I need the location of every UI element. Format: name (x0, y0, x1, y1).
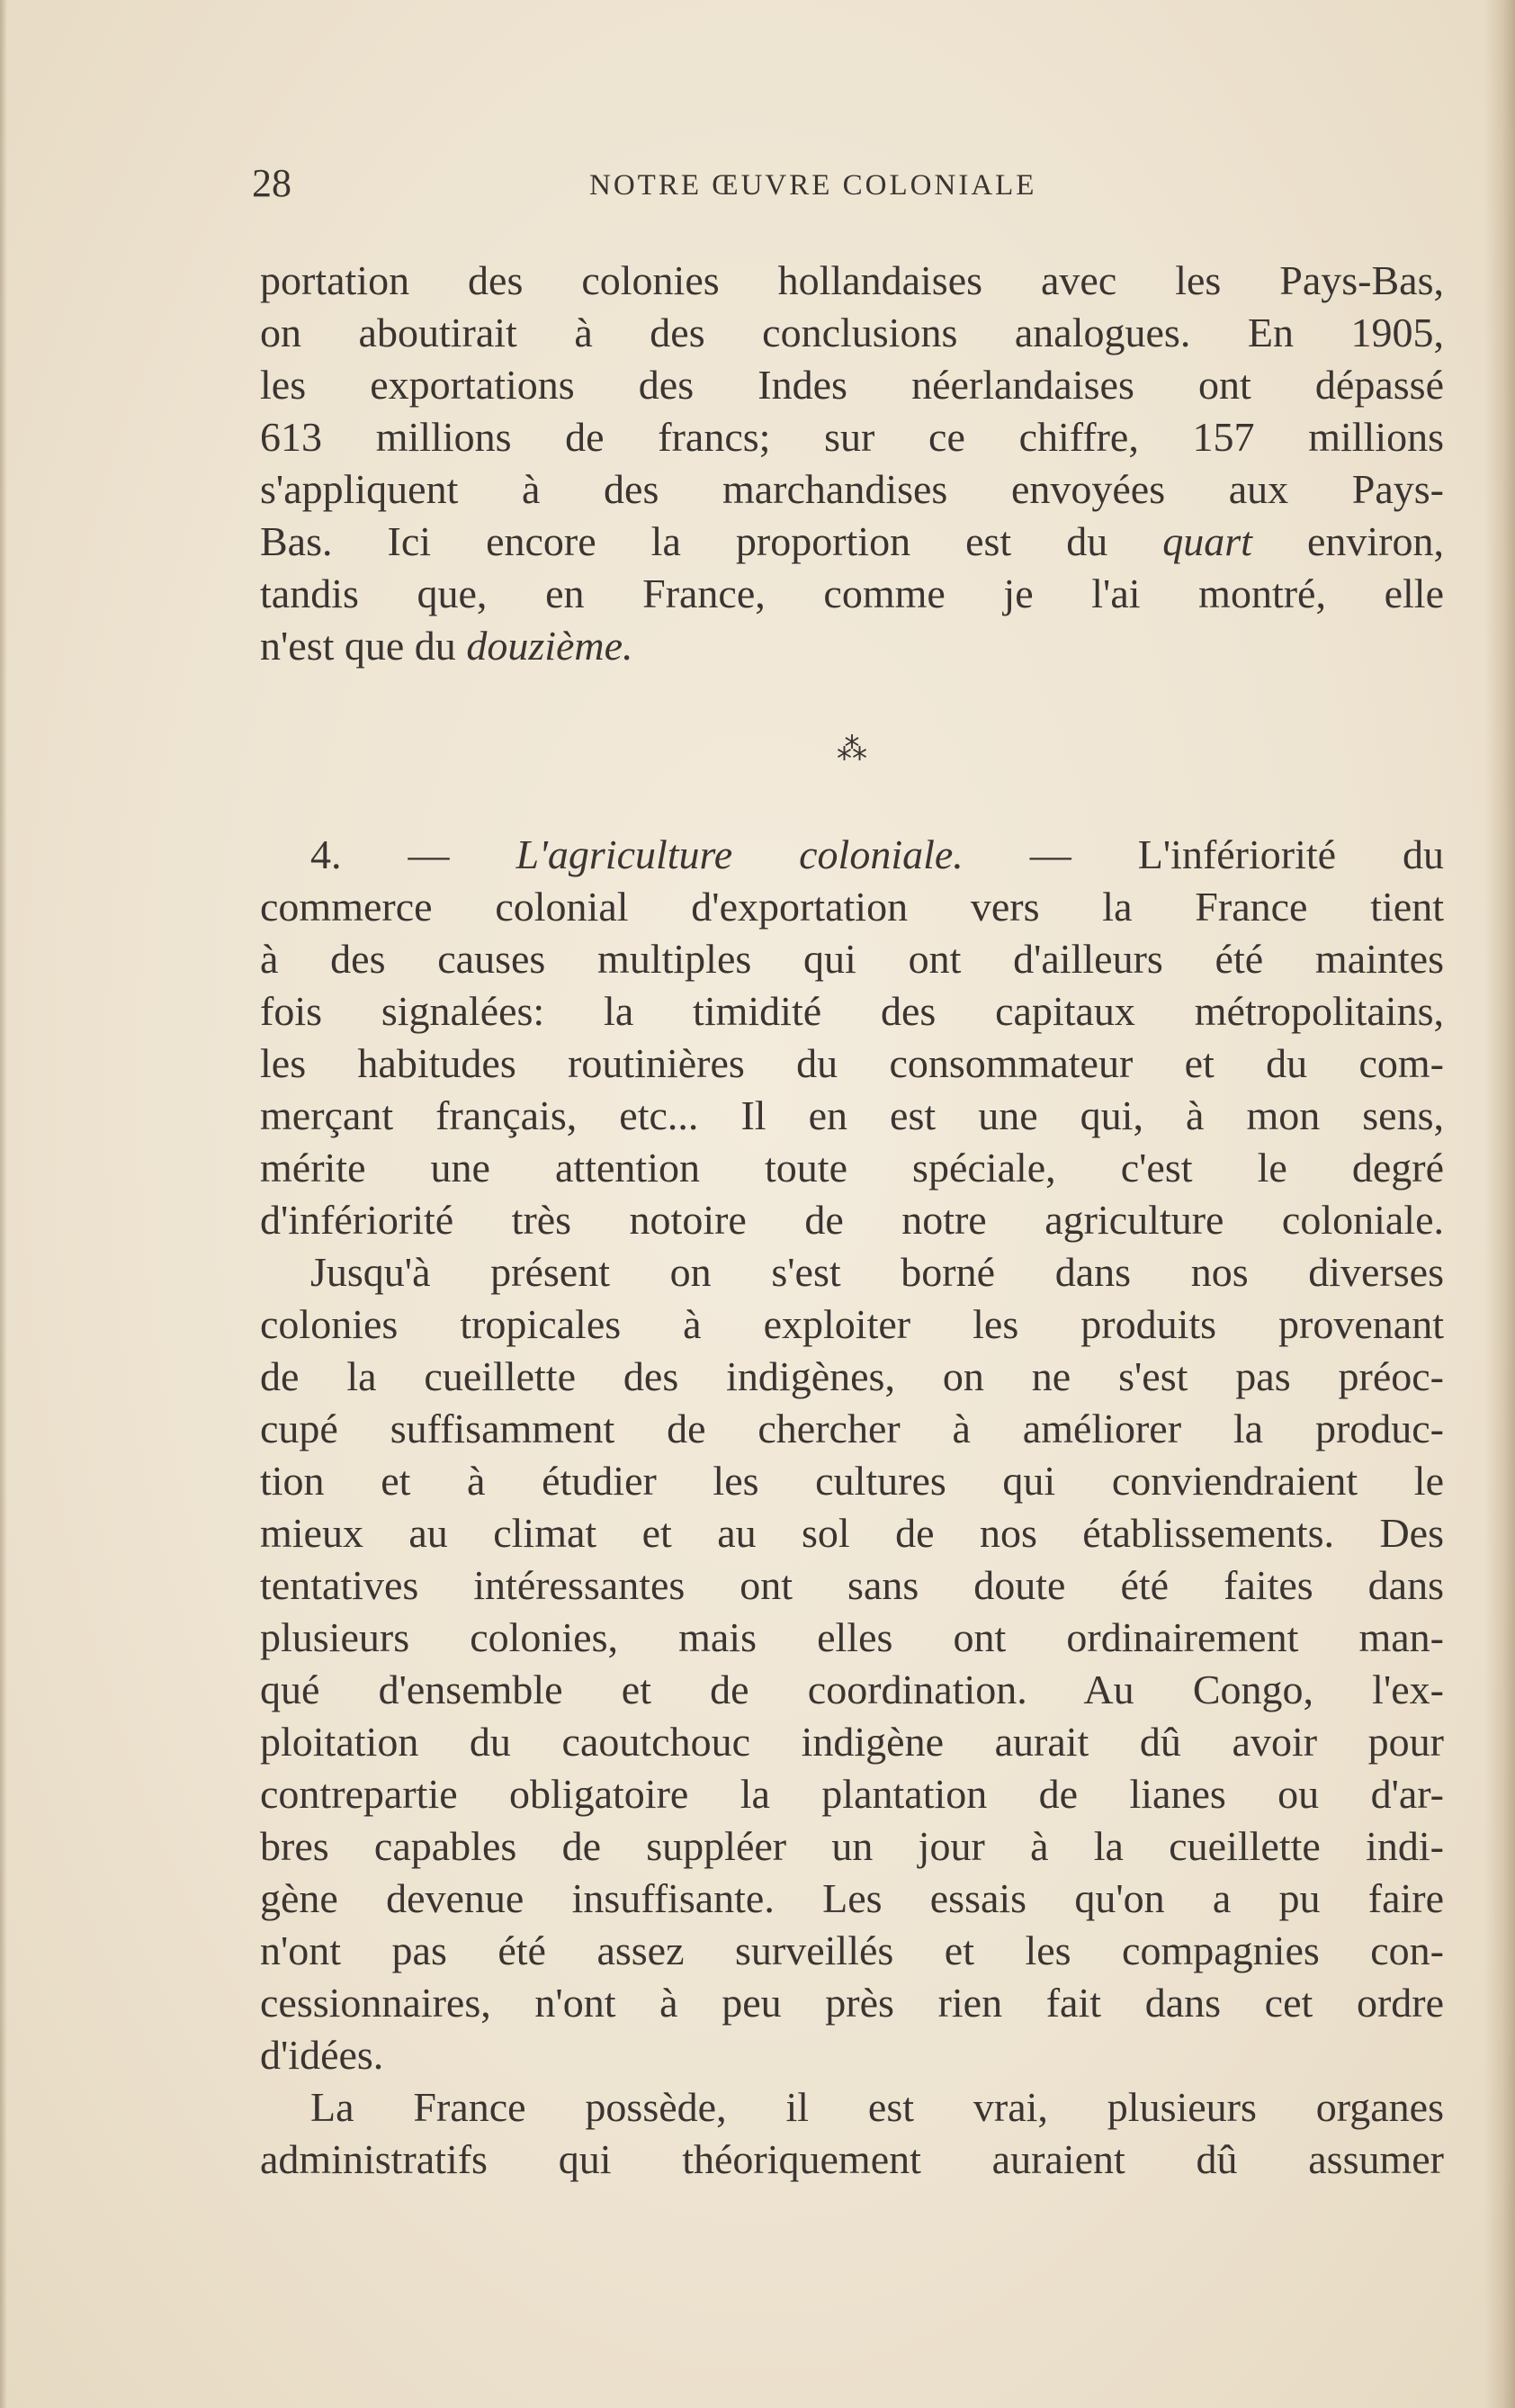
text-line: contrepartie obligatoire la plantation de lianes ou d'ar- (260, 1771, 1444, 1817)
text-line: d'infériorité très notoire de notre agriculture coloniale. (260, 1197, 1444, 1243)
page-edge-right (1484, 0, 1515, 2408)
text-line: d'idées. (260, 2032, 384, 2078)
text-line: à des causes multiples qui ont d'ailleurs été maintes (260, 936, 1444, 982)
running-title: NOTRE ŒUVRE COLONIALE (589, 169, 1037, 202)
section-separator: ⁂ (837, 733, 867, 767)
text-line: tentatives intéressantes ont sans doute été faites dans (260, 1562, 1444, 1608)
text-line: de la cueillette des indigènes, on ne s'est pas préoc- (260, 1353, 1444, 1399)
italic-fragment: quart (1162, 518, 1252, 564)
text-line: les exportations des Indes néerlandaises ont dépassé (260, 362, 1444, 408)
text-line: les habitudes routinières du consommateur et du com- (260, 1040, 1444, 1086)
text-line: commerce colonial d'exportation vers la France tient (260, 884, 1444, 930)
text-line: La France possède, il est vrai, plusieurs organes (310, 2084, 1444, 2130)
text-line: portation des colonies hollandaises avec les Pays-Bas, (260, 257, 1444, 303)
page-number: 28 (252, 161, 291, 205)
text-line: s'appliquent à des marchandises envoyées aux Pays- (260, 466, 1444, 512)
page-header (252, 160, 1448, 214)
text-line: gène devenue insuffisante. Les essais qu'on a pu faire (260, 1875, 1444, 1921)
text-line: Bas. Ici encore la proportion est du quart environ, (260, 518, 1445, 564)
text-line: cessionnaires, n'ont à peu près rien fait dans cet ordre (260, 1980, 1444, 2026)
section-number: 4. (310, 831, 342, 877)
text-line: tion et à étudier les cultures qui conviendraient le (260, 1458, 1444, 1504)
text-line: qué d'ensemble et de coordination. Au Congo, l'ex- (260, 1667, 1444, 1712)
text-line: on aboutirait à des conclusions analogues. En 1905, (260, 310, 1444, 355)
section-dash: — (1029, 831, 1071, 877)
section-dash: — (408, 831, 450, 877)
text-line: mieux au climat et au sol de nos établissements. Des (260, 1510, 1444, 1556)
section-heading-line (260, 829, 1444, 881)
section-title: L'agriculture coloniale. (515, 831, 964, 877)
text-line: tandis que, en France, comme je l'ai montré, elle (260, 571, 1444, 616)
text-line: bres capables de suppléer un jour à la cueillette indi- (260, 1823, 1444, 1869)
text-line: Jusqu'à présent on s'est borné dans nos diverses (310, 1249, 1444, 1295)
text-line: n'ont pas été assez surveillés et les compagnies con- (260, 1927, 1444, 1973)
text-line: colonies tropicales à exploiter les produits provenant (260, 1301, 1444, 1347)
text-line: plusieurs colonies, mais elles ont ordinairement man- (260, 1614, 1444, 1660)
italic-fragment: douzième. (466, 623, 633, 669)
text-line: ploitation du caoutchouc indigène aurait dû avoir pour (260, 1719, 1444, 1765)
text-line: mérite une attention toute spéciale, c'est le degré (260, 1145, 1444, 1191)
text-line: merçant français, etc... Il en est une qui, à mon sens, (260, 1092, 1444, 1138)
text-line: fois signalées: la timidité des capitaux métropolitains, (260, 988, 1444, 1034)
section-first-line-rest: L'infériorité du (1137, 831, 1445, 877)
body-text (260, 255, 1444, 2186)
text-fragment: n'est que du (260, 623, 467, 669)
text-line: 613 millions de francs; sur ce chiffre, 157 millions (260, 414, 1444, 460)
text-line (260, 620, 1444, 672)
text-line: administratifs qui théoriquement auraient dû assumer (260, 2136, 1444, 2182)
text-line: cupé suffisamment de chercher à améliorer la produc- (260, 1406, 1444, 1451)
page-edge-left (0, 0, 7, 2408)
